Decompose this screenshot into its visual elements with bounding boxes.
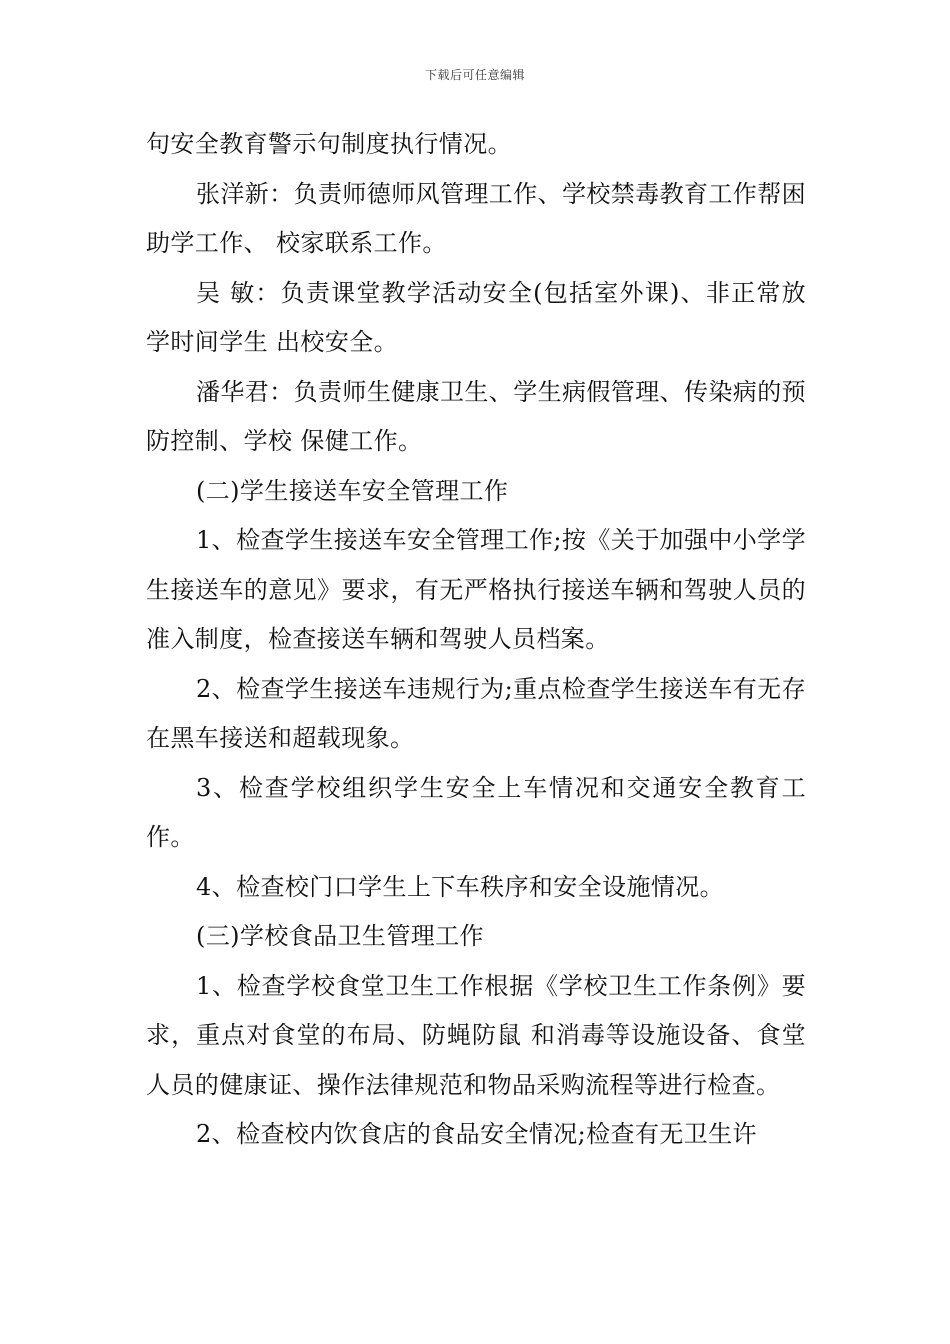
section-heading-shuttle: (二)学生接送车安全管理工作 (196, 476, 509, 505)
paragraph-continued: 句安全教育警示句制度执行情况。 (146, 130, 512, 158)
paragraph-duty-wu: 吴 敏：负责课堂教学活动安全(包括室外课)、非正常放学时间学生 出校安全。 (146, 278, 806, 356)
paragraph-food-2: 2、检查校内饮食店的食品安全情况;检查有无卫生许 (196, 1120, 757, 1148)
page-header: 下载后可任意编辑 (424, 68, 525, 82)
paragraph-shuttle-2: 2、检查学生接送车违规行为;重点检查学生接送车有无存在黑车接送和超载现象。 (146, 674, 806, 752)
paragraph-duty-zhang: 张洋新：负责师德师风管理工作、学校禁毒教育工作帮困助学工作、 校家联系工作。 (146, 179, 806, 257)
paragraph-duty-pan: 潘华君：负责师生健康卫生、学生病假管理、传染病的预防控制、学校 保健工作。 (146, 377, 806, 455)
paragraph-food-1: 1、检查学校食堂卫生工作根据《学校卫生工作条例》要求，重点对食堂的布局、防蝇防鼠 和消毒等设施设备、食堂人员的健康证、操作法律规范和物品采购流程等进行检查。 (146, 971, 806, 1099)
paragraph-shuttle-1: 1、检查学生接送车安全管理工作;按《关于加强中小学学生接送车的意见》要求，有无严格执行接送车辆和驾驶人员的准入制度，检查接送车辆和驾驶人员档案。 (146, 526, 806, 653)
paragraph-shuttle-4: 4、检查校门口学生上下车秩序和安全设施情况。 (196, 872, 725, 901)
section-heading-food: (三)学校食品卫生管理工作 (196, 922, 484, 950)
paragraph-shuttle-3: 3、检查学校组织学生安全上车情况和交通安全教育工作。 (146, 773, 806, 851)
document-body (146, 120, 806, 1160)
